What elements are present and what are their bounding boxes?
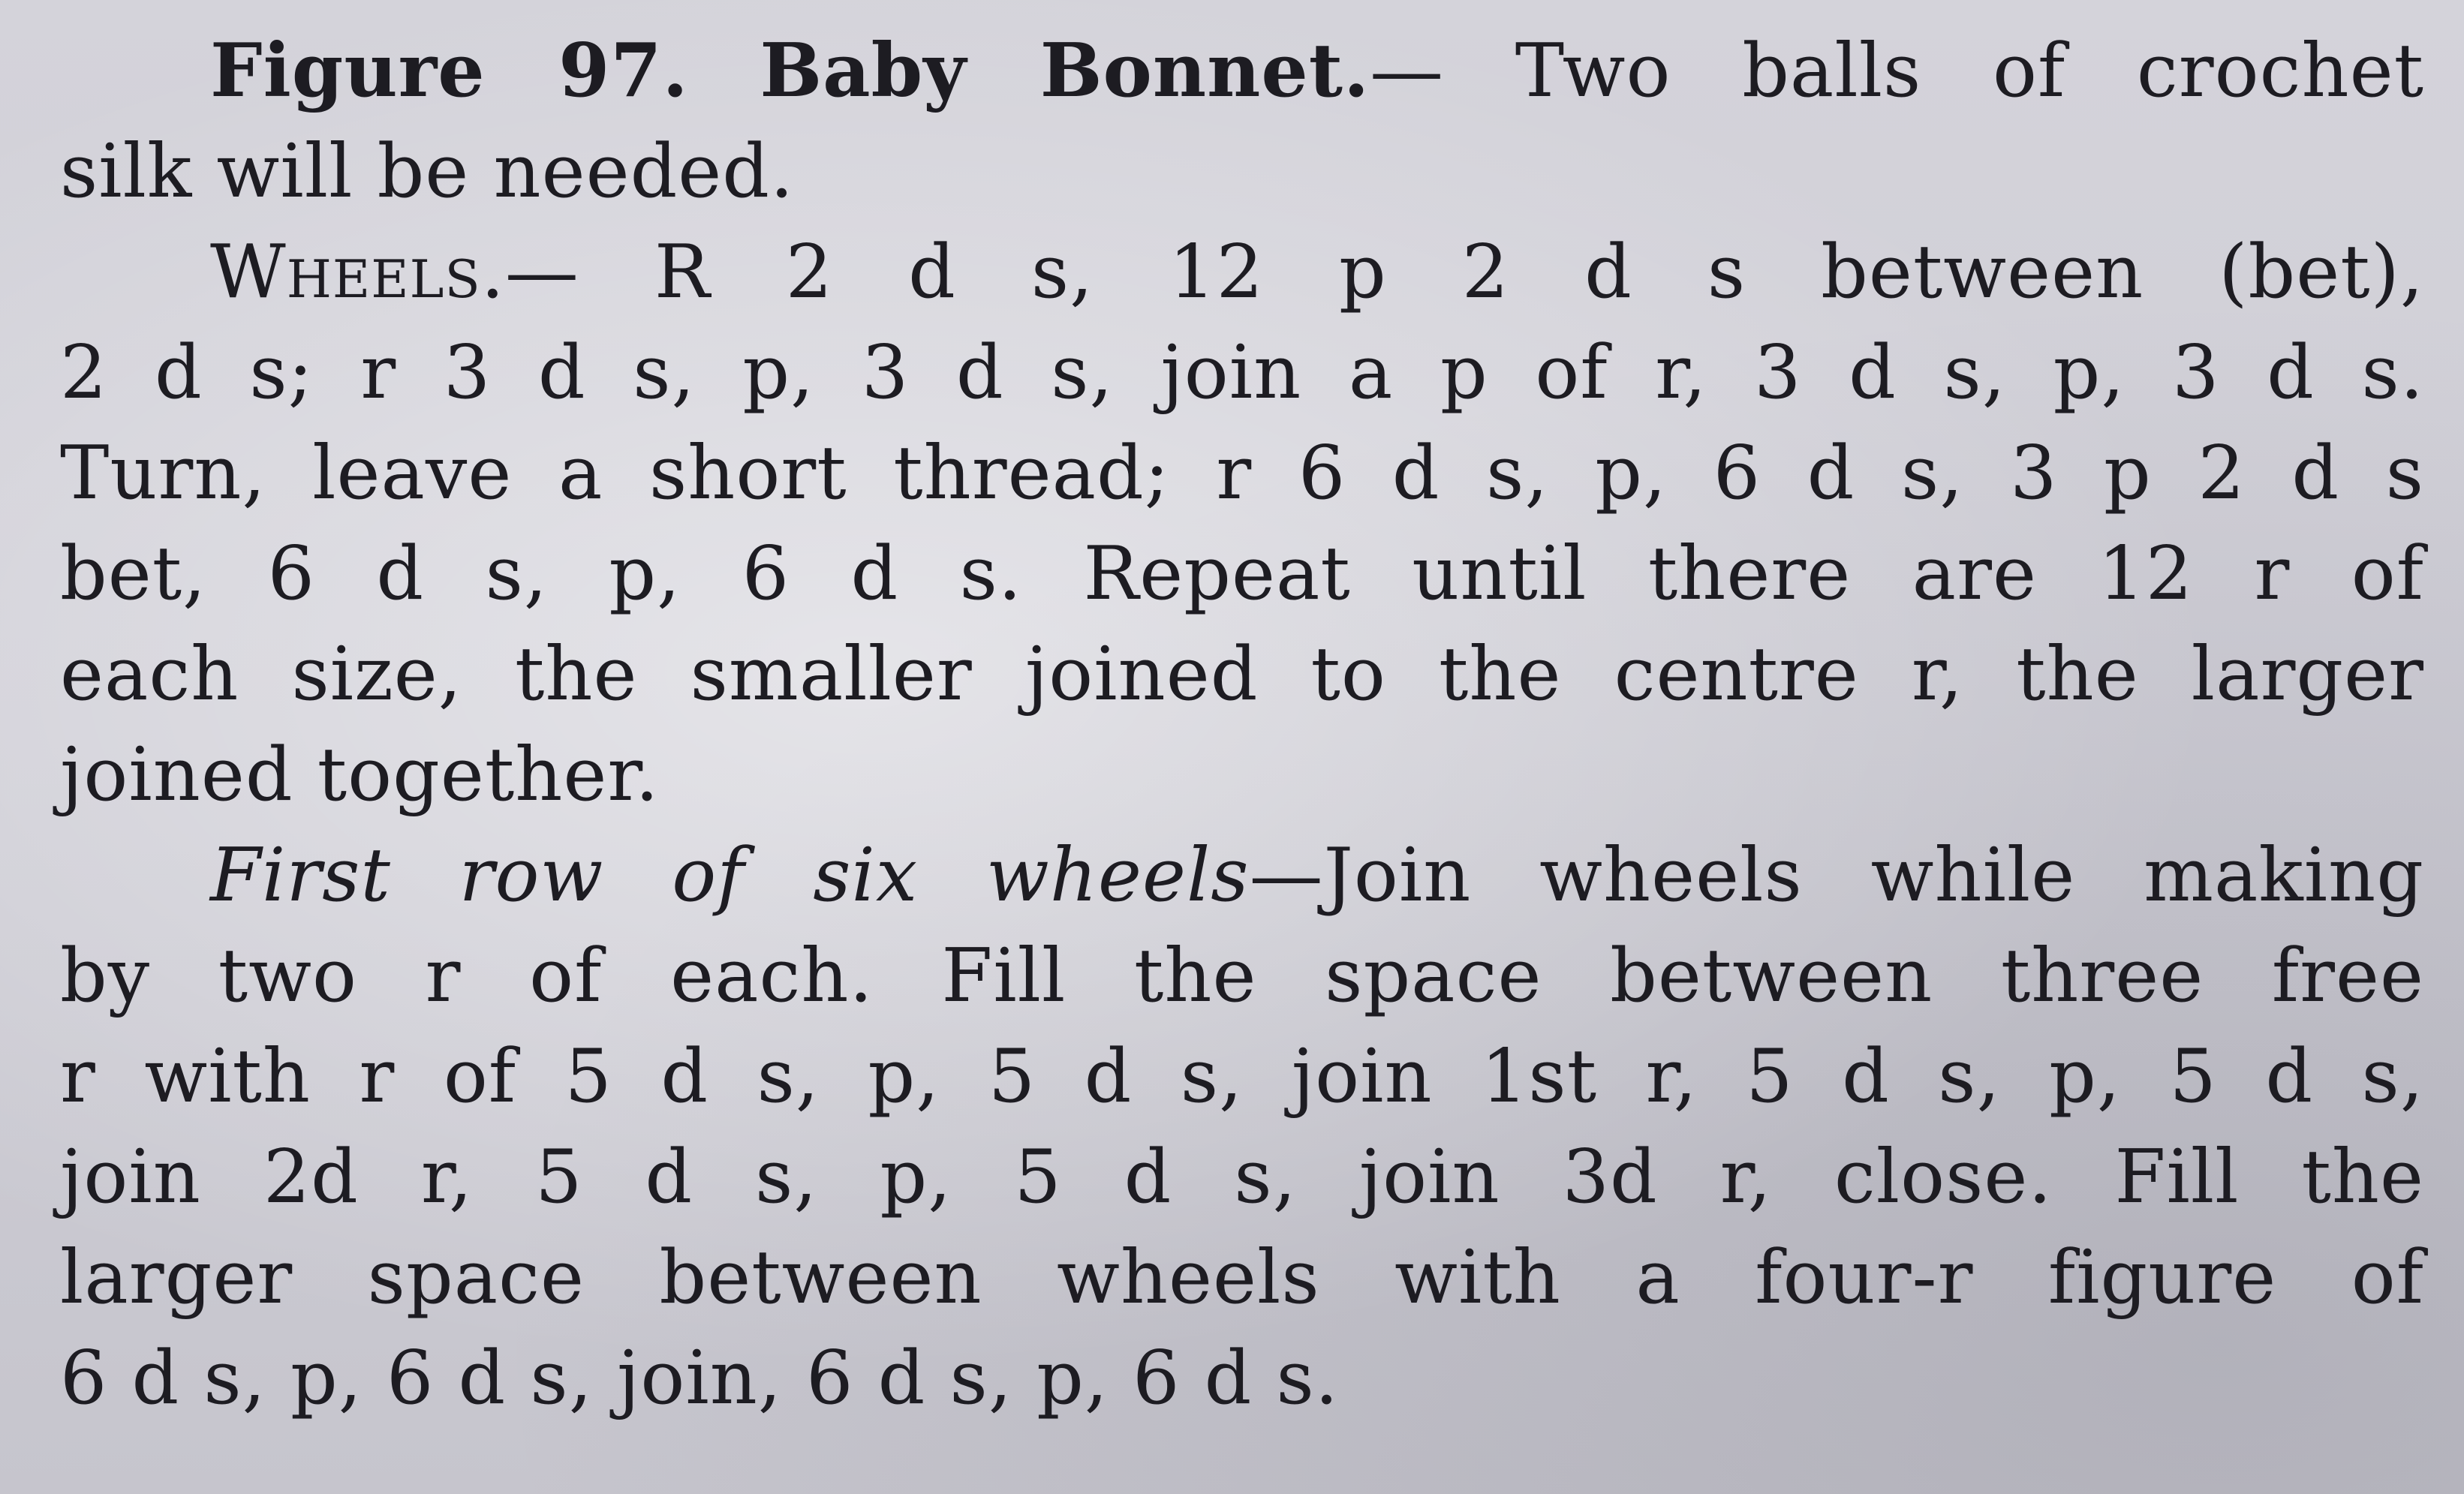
text-line [60,1228,2424,1328]
line-text: joined together. [60,732,660,818]
text-line [60,122,2424,222]
line-text: join 2d r, 5 d s, p, 5 d s, join 3d r, close. Fill the [60,1135,2424,1220]
text-line [60,222,2424,323]
text-line [60,21,2424,122]
line-text: larger space between wheels with a four-r figure of [60,1235,2424,1321]
text-line [60,1127,2424,1228]
line-text: —Join wheels while making [1249,833,2424,918]
text-line [60,825,2424,926]
text-line [60,423,2424,524]
line-text: — Two balls of crochet [1370,29,2424,114]
line-text: by two r of each. Fill the space between three free [60,933,2424,1019]
text-line [60,624,2424,725]
text-line [60,1328,2424,1429]
line-text: r with r of 5 d s, p, 5 d s, join 1st r, 5 d s, p, 5 d s, [60,1034,2424,1120]
paragraph-wheels [60,222,2424,825]
line-text: each size, the smaller joined to the centre r, the larger [60,632,2424,717]
instructions-text [60,21,2424,1429]
paragraph-baby-bonnet [60,21,2424,222]
text-line [60,926,2424,1027]
text-line [60,725,2424,825]
text-line [60,1027,2424,1127]
line-text: 2 d s; r 3 d s, p, 3 d s, join a p of r, 3 d s, p, 3 d s. [60,330,2424,416]
line-text: 6 d s, p, 6 d s, join, 6 d s, p, 6 d s. [60,1336,1339,1421]
line-text: — R 2 d s, 12 p 2 d s between (bet), [504,230,2424,315]
section-heading: First row of six wheels [210,833,1250,918]
line-text: silk will be needed. [60,129,795,215]
line-text: Turn, leave a short thread; r 6 d s, p, 6 d s, 3 p 2 d s [60,431,2424,516]
section-heading: Baby Bonnet. [760,28,1370,114]
text-line [60,323,2424,423]
section-heading: Wheels. [210,230,505,315]
paragraph-first-row [60,825,2424,1429]
line-text: bet, 6 d s, p, 6 d s. Repeat until there are 12 r of [60,531,2424,617]
text-line [60,524,2424,624]
figure-label: Figure 97. [210,28,689,114]
